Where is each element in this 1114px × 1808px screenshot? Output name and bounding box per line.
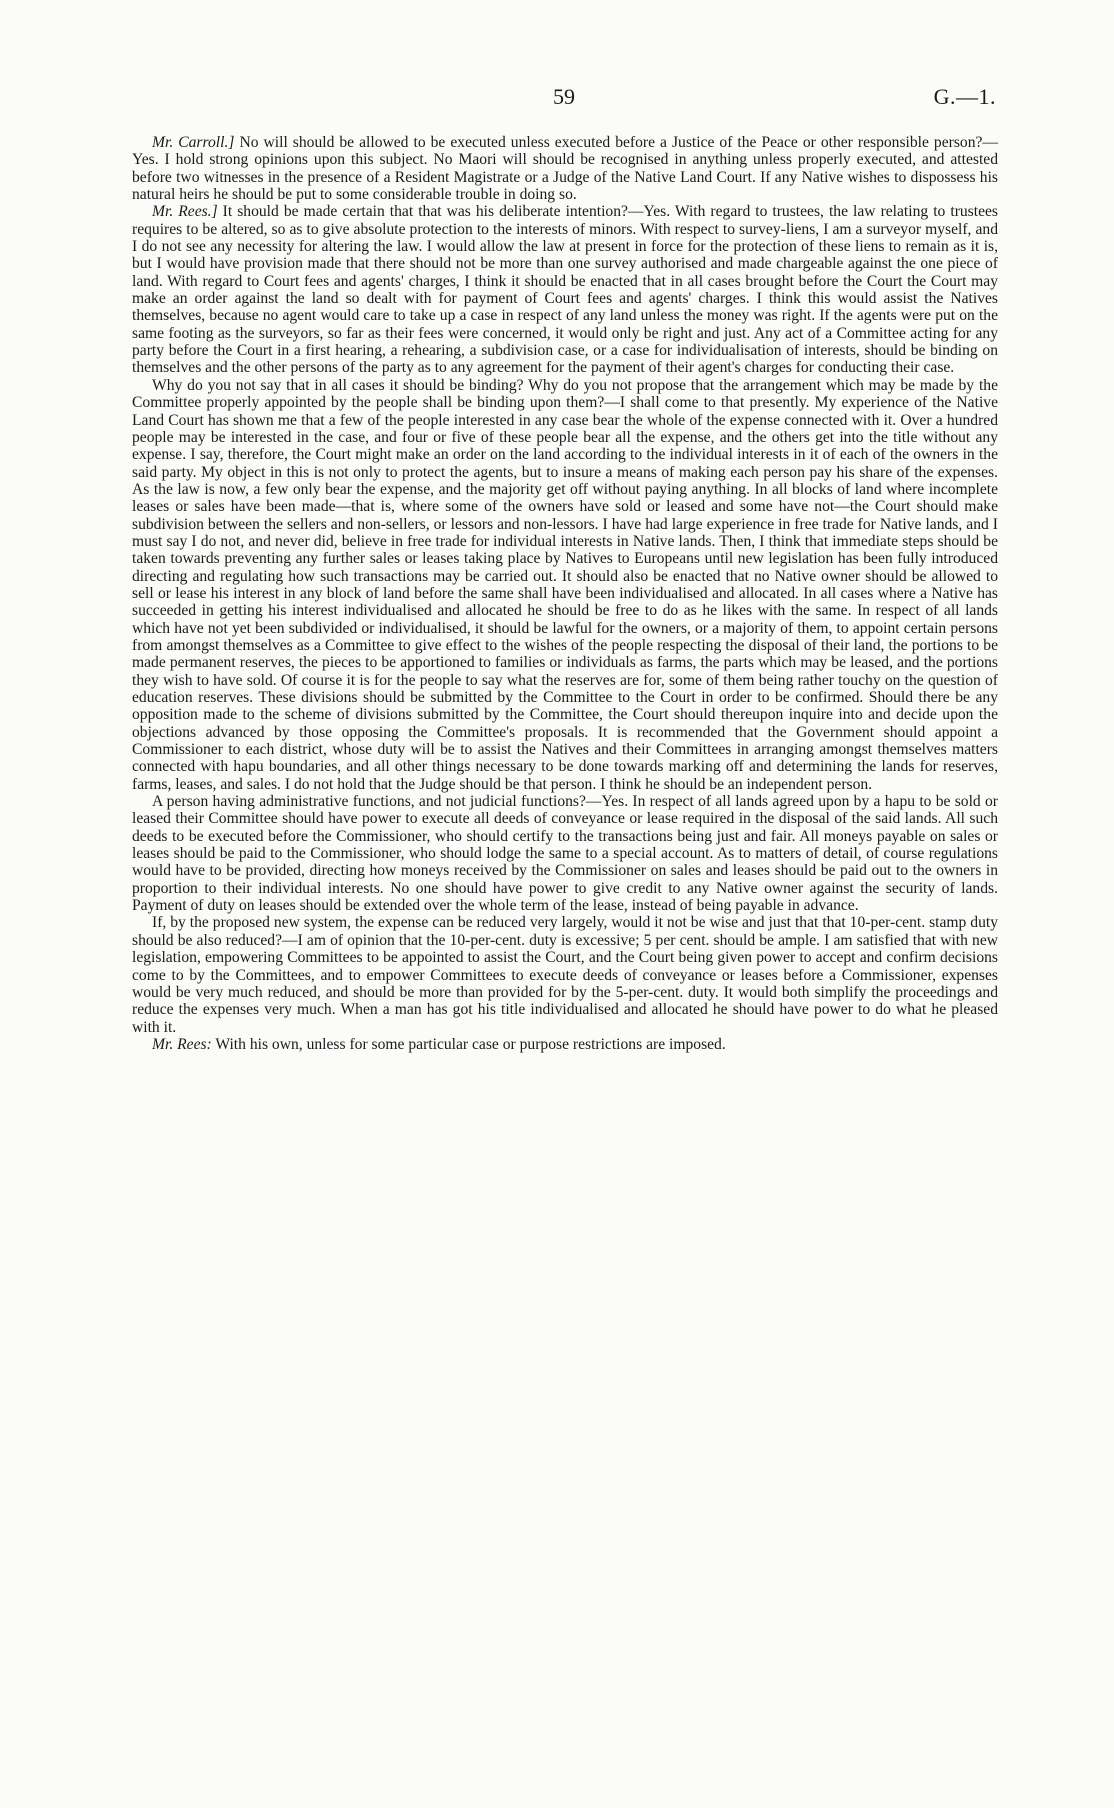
page-number: 59 bbox=[553, 84, 575, 109]
speaker-label: Mr. Carroll.] bbox=[152, 134, 235, 151]
series-code: G.—1. bbox=[933, 84, 996, 109]
paragraph bbox=[132, 377, 998, 793]
speaker-label: Mr. Rees.] bbox=[152, 203, 218, 221]
paragraph bbox=[132, 134, 998, 203]
paragraph bbox=[132, 793, 998, 914]
document-body bbox=[132, 134, 998, 1053]
page-header bbox=[132, 80, 996, 120]
paragraph-text: A person having administrative functions, and not judicial functions?—Yes. In respect of all lands agreed upon by a hapu to be sold or leased their Committee should have power to execute all deeds of conveyance or lease required in the disposal of the said lands. All such deeds to be executed before the Commissioner, who should certify to the transactions being just and fair. All moneys payable on sales or leases should be paid to the Commissioner, who should lodge the same to a special account. As to matters of detail, of course regulations would have to be provided, directing how moneys received by the Commissioner on sales and leases should be paid out to the owners in proportion to their individual interests. No one should have power to give credit to any Native owner against the security of lands. Payment of duty on leases should be extended over the whole term of the lease, instead of being payable in advance. bbox=[132, 793, 998, 915]
speaker-label: Mr. Rees: bbox=[152, 1035, 212, 1053]
paragraph-text: With his own, unless for some particular case or purpose restrictions are imposed. bbox=[211, 1035, 726, 1053]
paragraph-text: If, by the proposed new system, the expense can be reduced very largely, would it not be wise and just that that 10-per-cent. stamp duty should be also reduced?—I am of opinion that the 10-per-cent. duty is excessive; 5 per cent. should be ample. I am satisfied that with new legislation, empowering Committees to be appointed to assist the Court, and the Court being given power to accept and confirm decisions come to by the Committees, and to empower Committees to execute deeds of conveyance or leases before a Commissioner, expenses would be very much reduced, and should be more than provided for by the 5-per-cent. duty. It would both simplify the proceedings and reduce the expenses very much. When a man has got his title individualised and allocated he should have power to do what he pleased with it. bbox=[132, 914, 998, 1036]
paragraph bbox=[132, 914, 998, 1035]
paragraph-text: It should be made certain that that was his deliberate intention?—Yes. With regard to trustees, the law relating to trustees requires to be altered, so as to give absolute protection to the interests of minors. With respect to survey-liens, I am a surveyor myself, and I do not see any necessity for altering the law. I would allow the law at present in force for the protection of these liens to remain as it is, but I would have provision made that there should not be more than one survey authorised and made chargeable against the one piece of land. With regard to Court fees and agents' charges, I think it should be enacted that in all cases brought before the Court the Court may make an order against the land so dealt with for payment of Court fees and agents' charges. I think this would assist the Natives themselves, because no agent would care to take up a case in respect of any land unless the money was right. If the agents were put on the same footing as the surveyors, so far as their fees were concerned, it would only be right and just. Any act of a Committee acting for any party before the Court in a first hearing, a rehearing, a subdivision case, or a case for individualisation of interests, should be binding on themselves and the other persons of the party as to any agreement for the payment of their agent's charges for conducting their case. bbox=[132, 203, 998, 377]
paragraph bbox=[132, 203, 998, 376]
paragraph-text: Why do you not say that in all cases it should be binding? Why do you not propose that the arrangement which may be made by the Committee properly appointed by the people shall be binding upon them?—I shall come to that presently. My experience of the Native Land Court has shown me that a few of the people interested in any case bear the whole of the expense connected with it. Over a hundred people may be interested in the case, and four or five of these people bear all the expense, and the others get into the title without any expense. I say, therefore, the Court might make an order on the land according to the individual interests in it of each of the owners in the said party. My object in this is not only to protect the agents, but to insure a means of making each person pay his share of the expenses. As the law is now, a few only bear the expense, and the majority get off without paying anything. In all blocks of land where incomplete leases or sales have been made—that is, where some of the owners have sold or leased and some have not—the Court should make subdivision between the sellers and non-sellers, or lessors and non-lessors. I have had large experience in free trade for Native lands, and I must say I do not, and never did, believe in free trade for individual interests in Native lands. Then, I think that immediate steps should be taken towards preventing any further sales or leases taking place by Natives to Europeans until new legislation has been fully introduced directing and regulating how such transactions may be carried out. It should also be enacted that no Native owner should be allowed to sell or lease his interest in any block of land before the same shall have been individualised and allocated. In all cases where a Native has succeeded in getting his interest individualised and allocated he should be free to do as he likes with the same. In respect of all lands which have not yet been subdivided or individualised, it should be lawful for the owners, or a majority of them, to appoint certain persons from amongst themselves as a Committee to give effect to the wishes of the people respecting the disposal of their land, the portions to be made permanent reserves, the pieces to be apportioned to families or individuals as farms, the parts which may be leased, and the portions they wish to have sold. Of course it is for the people to say what the reserves are for, some of them being rather touchy on the question of education reserves. These divisions should be submitted by the Committee to the Court in order to be confirmed. Should there be any opposition made to the scheme of divisions submitted by the Committee, the Court should thereupon inquire into and decide upon the objections advanced by those opposing the Committee's proposals. It is recommended that the Government should appoint a Commissioner to each district, whose duty will be to assist the Natives and their Committees in arranging amongst themselves matters connected with hapu boundaries, and all other things necessary to be done towards marking off and determining the lands for reserves, farms, leases, and sales. I do not hold that the Judge should be that person. I think he should be an independent person. bbox=[132, 376, 998, 793]
paragraph bbox=[132, 1036, 998, 1053]
paragraph-text: No will should be allowed to be executed unless executed before a Justice of the Peace or other responsible person?—Yes. I hold strong opinions upon this subject. No Maori will should be recognised in anything unless properly executed, and attested before two witnesses in the presence of a Resident Magistrate or a Judge of the Native Land Court. If any Native wishes to dispossess his natural heirs he should be put to some considerable trouble in doing so. bbox=[132, 134, 999, 204]
